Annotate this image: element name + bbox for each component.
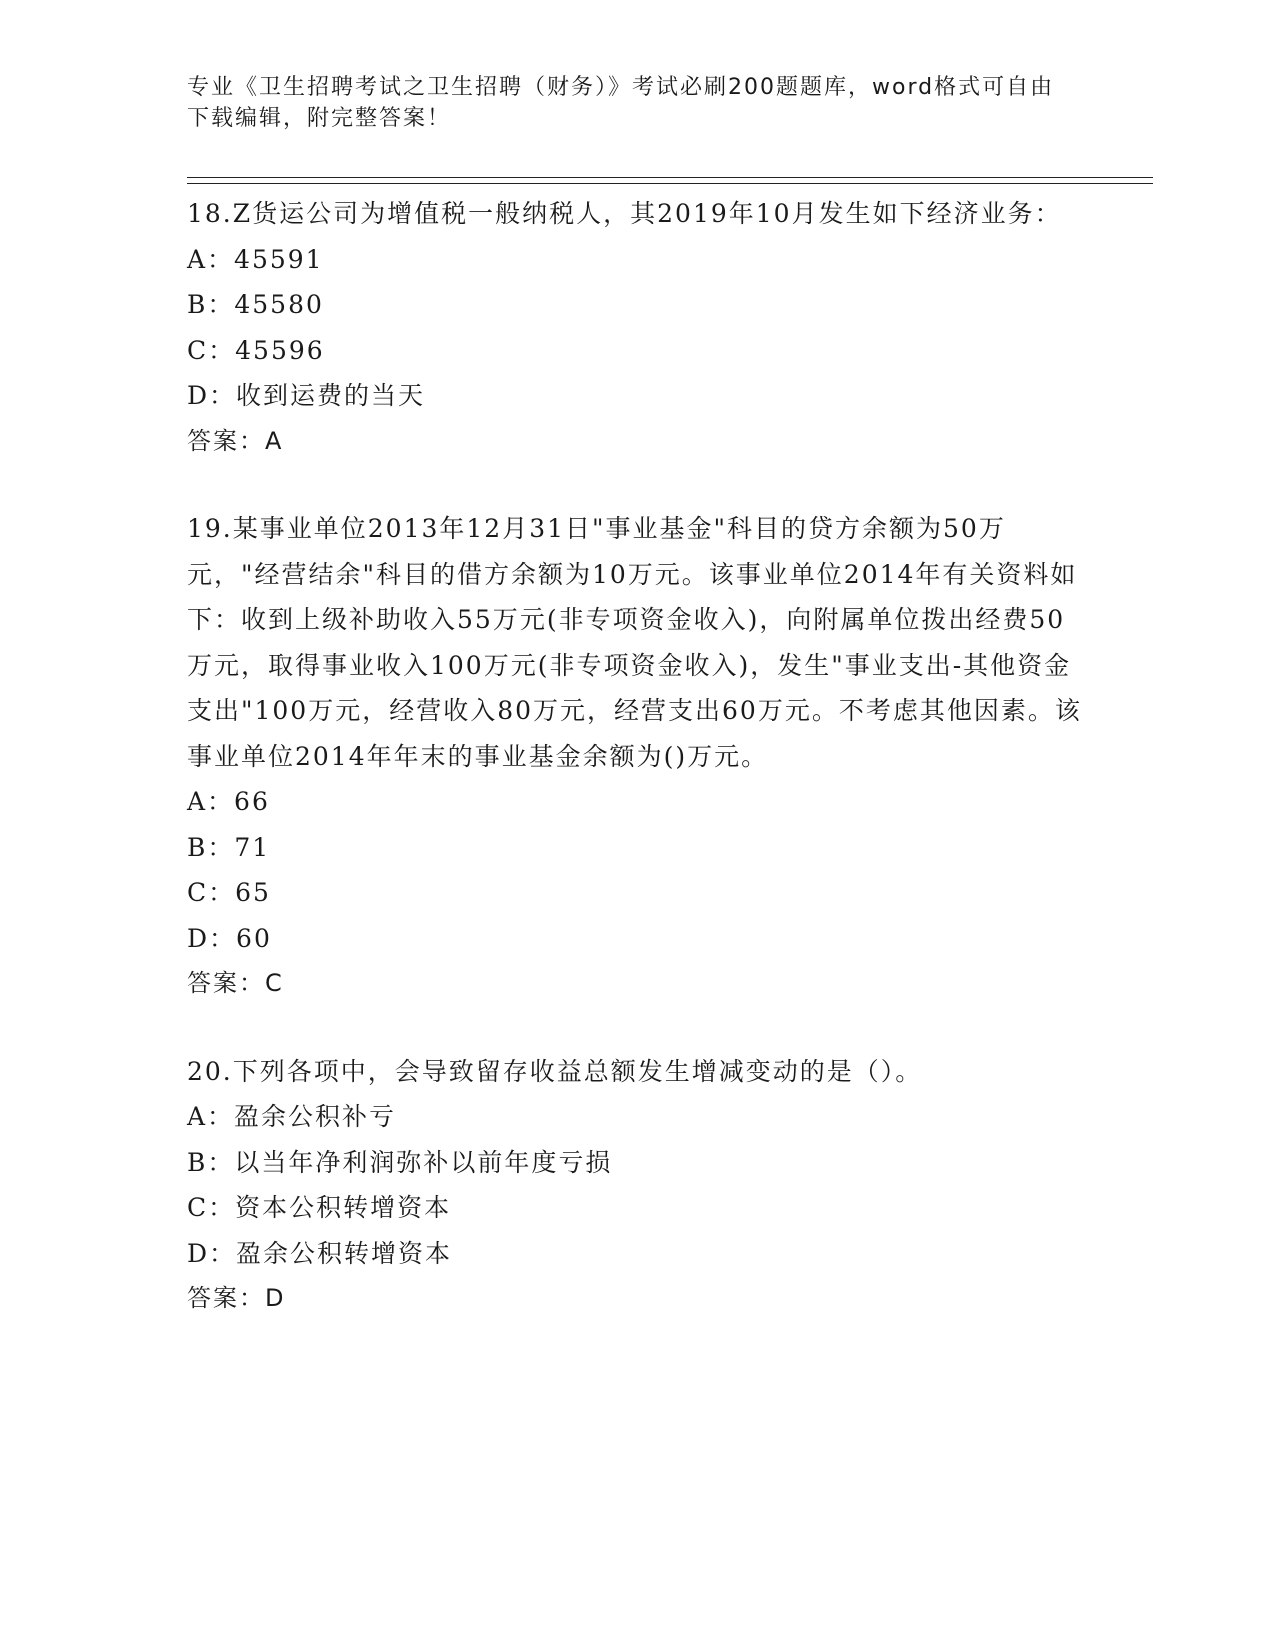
option-b: B：45580 [187,290,324,319]
option-b: B：以当年净利润弥补以前年度亏损 [187,1147,613,1177]
question-20 [187,1049,1087,1322]
question-stem: 18.Z货运公司为增值税一般纳税人，其2019年10月发生如下经济业务： [187,199,1062,228]
option-c: C：资本公积转增资本 [187,1193,452,1222]
document-header: 专业《卫生招聘考试之卫生招聘（财务）》考试必刷200题题库，word格式可自由下载编辑，附完整答案！ [187,75,1055,131]
option-d: D：60 [187,923,272,953]
header-rule-bottom [187,183,1153,184]
question-stem: 19.某事业单位2013年12月31日"事业基金"科目的贷方余额为50万元，"经营结余"科目的借方余额为10万元。该事业单位2014年有关资料如下：收到上级补助收入55万元(非专项资金收入)，向附属单位拨出经费50万元，取得事业收入100万元(非专项资金收入)，发生"事业支出-其他资金支出"100万元，经营收入80万元，经营支出60万元。不考虑其他因素。该事业单位2014年年末的事业基金余额为()万元。 [187,514,1082,771]
option-a: A：66 [187,787,270,816]
question-list [187,191,1087,1364]
option-c: C：45596 [187,335,325,365]
answer-line: 答案：A [187,426,284,455]
question-18 [187,191,1087,464]
answer-line: 答案：D [187,1284,286,1312]
question-stem: 20.下列各项中，会导致留存收益总额发生增减变动的是（）。 [187,1056,923,1086]
option-d: D：收到运费的当天 [187,381,426,410]
answer-line: 答案：C [187,969,284,997]
option-b: B：71 [187,832,271,862]
option-a: A：45591 [187,244,324,274]
header-rule-top [187,177,1153,178]
option-a: A：盈余公积补亏 [187,1102,397,1131]
option-c: C：65 [187,878,271,907]
option-d: D：盈余公积转增资本 [187,1238,453,1268]
question-19 [187,506,1087,1007]
